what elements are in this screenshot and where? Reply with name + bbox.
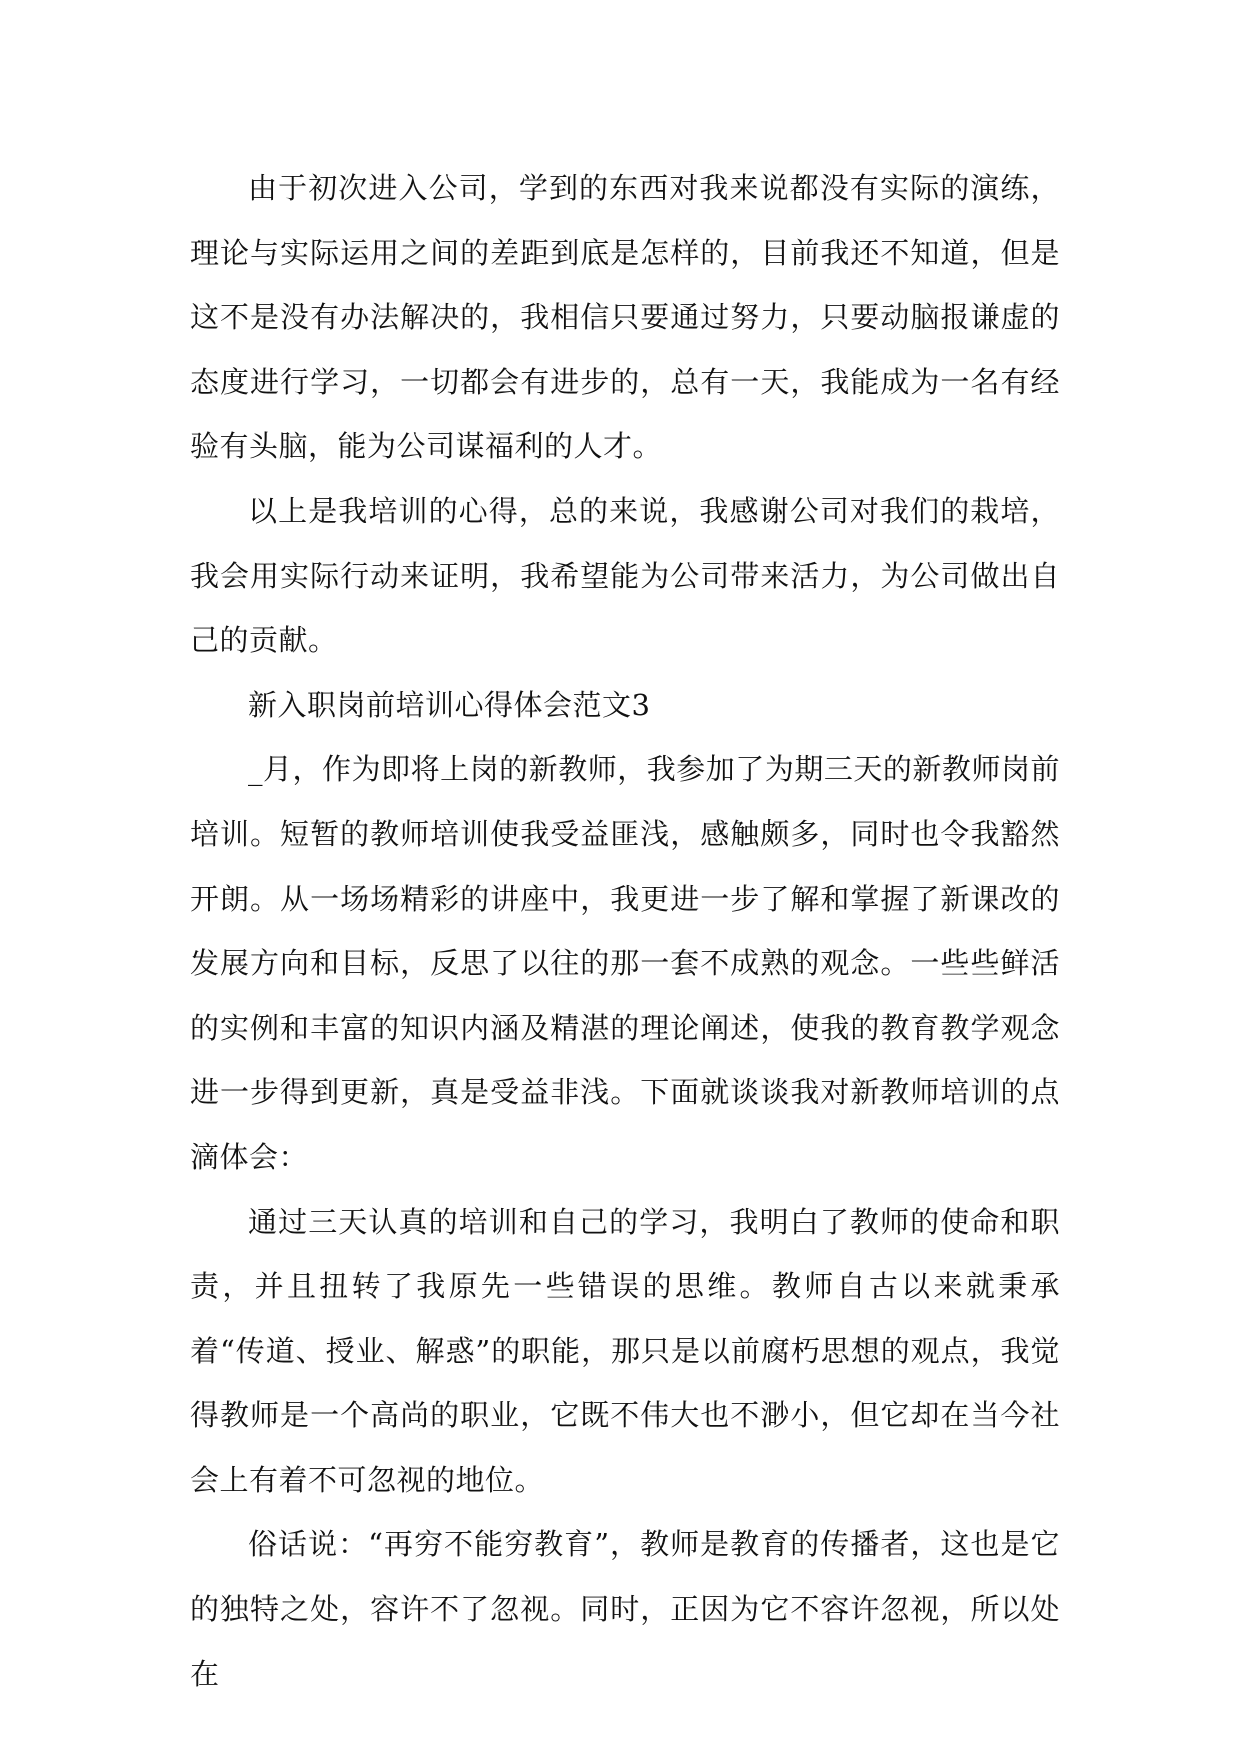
paragraph-5: 俗话说：“再穷不能穷教育”，教师是教育的传播者，这也是它的独特之处，容许不了忽视。同时，正因为它不容许忽视，所以处在 bbox=[190, 1527, 1060, 1691]
paragraph-2: 以上是我培训的心得，总的来说，我感谢公司对我们的栽培，我会用实际行动来证明，我希望能为公司带来活力，为公司做出自己的贡献。 bbox=[190, 493, 1060, 658]
paragraph-1: 由于初次进入公司，学到的东西对我来说都没有实际的演练，理论与实际运用之间的差距到底是怎样的，目前我还不知道，但是这不是没有办法解决的，我相信只要通过努力，只要动脑报谦虚的态度进行学习，一切都会有进步的，总有一天，我能成为一名有经验有头脑，能为公司谋福利的人才。 bbox=[190, 171, 1060, 464]
paragraph-4: 通过三天认真的培训和自己的学习，我明白了教师的使命和职责，并且扭转了我原先一些错误的思维。教师自古以来就秉承着“传道、授业、解惑”的职能，那只是以前腐朽思想的观点，我觉得教师是一个高尚的职业，它既不伟大也不渺小，但它却在当今社会上有着不可忽视的地位。 bbox=[190, 1204, 1060, 1497]
document-body bbox=[190, 156, 1060, 1706]
paragraph-3: _月，作为即将上岗的新教师，我参加了为期三天的新教师岗前培训。短暂的教师培训使我受益匪浅，感触颇多，同时也令我豁然开朗。从一场场精彩的讲座中，我更进一步了解和掌握了新课改的发展方向和目标，反思了以往的那一套不成熟的观念。一些些鲜活的实例和丰富的知识内涵及精湛的理论阐述，使我的教育教学观念进一步得到更新，真是受益非浅。下面就谈谈我对新教师培训的点滴体会： bbox=[190, 752, 1060, 1174]
section-heading: 新入职岗前培训心得体会范文3 bbox=[248, 687, 651, 722]
